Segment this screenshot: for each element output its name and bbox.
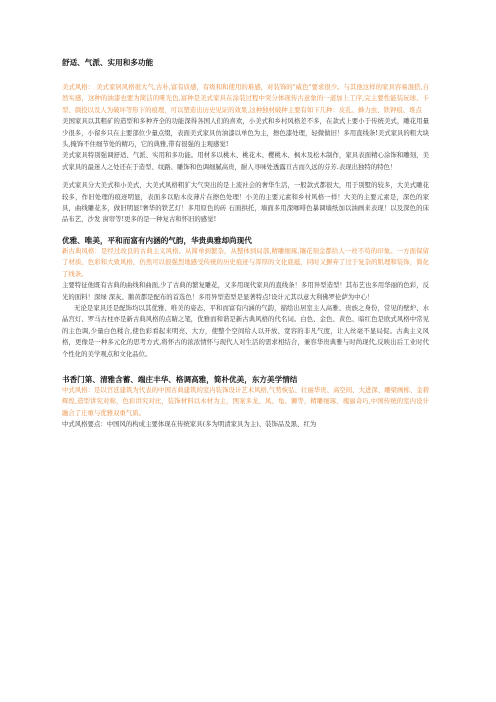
section-1-title: 舒适、气派、实用和多功能 (62, 58, 154, 67)
section-2-title: 优雅、唯美，平和而富有内涵的气韵，华贵典雅却尚现代 (62, 235, 252, 245)
section-3-intro: 中式风格：是以宫廷建筑为代表的中国古典建筑的室内装饰设计艺术风格,气势恢弘、壮丽华贵、高空间、大进深、雕梁画栋、金碧辉煌,造型讲究对称，色彩讲究对比，装饰材料以木材为主，图案多龙、凤、龟、狮等，精雕细琢、瑰丽奇巧,中国传统的室内设计融合了庄重与优雅双重气质。 (62, 385, 429, 417)
section-2-paragraph-2: 无论是家具还是配饰均以其优雅、唯美的姿态，平和而富有内涵的气韵，描绘出居室主人高雅、贵族之身份，常见的壁炉、水晶宫灯、罗马古柱亦是新古典风格的点睛之笔，优雅而和谐是新古典风格的代名词。白色、金色、黄色、暗红色是欧式风格中常见的主色调,少量白色糅合,使色彩看起来明亮、大方，使整个空间给人以开放、宽容的非凡气度，让人丝毫不显局促。古典主义风格，更像是一种多元化的思考方式,将怀古的浓浓情怀与现代人对生活的需求相结合，兼容华贵典雅与时尚现代,反映出后工业时代个性化的美学观点和文化品位。 (62, 303, 429, 358)
section-3-title: 书香门第、清雅含蓄、端庄丰华、格调高雅，简朴优美，东方美学情结 (62, 374, 298, 384)
section-1-paragraph-1: 美国家具以其粗矿的造型和多种齐全的功能深得各国人们的喜欢，小美式和乡村风格差不多，在款式上要小于传统美式，雕花用量少很多，小留乡只在主要部位少量点缀，表面美式家具仿油漆以单色为主，擦色漆处理，轻微做旧！多用直线条!美式家具的粗大块头,掩饰不住细节处的精巧，它的典雅,带有很强的主观感觉! (62, 117, 429, 149)
section-1-paragraph-2: 美式家具特别强调舒适、气派、实用和多功能。用材多以桃木、桃花木、樱桃木、枫木及松木制作，家具表面精心涂饰和雕刻，美式家具的最迷人之处还在于造型、纹路、雕饰和色调细腻高贵，耐人寻味处透露亘古而久远的芬芳.表现出独特的特色！ (62, 151, 429, 171)
document-body (62, 57, 429, 431)
section-2-intro: 新古典风格：是经过改良的古典主义风格。从简单到繁杂，从整体到局部,精雕细琢,镶花刻金都给人一丝不苟的印象。一方面保留了材质、色彩和大致风格，仍然可以很强烈地感受传统的历史痕迹与浑厚的文化底蕴，同时又摒弃了过于复杂的肌理和装饰，简化了线条。 (62, 246, 429, 278)
section-1-intro: 美式风格： 美式家居风格很大气,古朴,富有质感，有级和和使用的难感，对装饰的"威色"要求很少。与其他这样的家具容易混搭,自然实感，这种的油漆也要为简洁的哑光色,富种是美式家具在涂装过程中突分体现传古意象的一道加上工序,完主要性能装玩球、卡型、颜投以及人为破坏等形下的痕理，可以塑造出历史见证的效果,这种独材破种主要有如下几种：皮孔、蜂力虫、铁钾痕、堆点 (62, 83, 429, 114)
section-2-paragraph-1: 主要特征他既有古典的曲线和曲面,少了古典的繁复雕花，又多用现代家具的直线条！多用异型造型！其布艺也多用华丽的色彩，反光的面料！深绿 深灰、鹅黄都是配布的首选色！多用异型造型是显著特点!设计元其以意大利佛罗伦萨为中心！ (62, 281, 429, 301)
section-3-paragraph-1: 中式风格要点：中国风的构成主要体现在传统家具(多为明清家具为主)、装饰品及黑、红为 (62, 420, 317, 429)
section-1-paragraph-3: 美式家具分大美式和小美式，大美式风格粗犷大气突出的是上流社会的奢华生活，一般款式都很大，用于别墅的较多，大美式雕花较多，作旧处理的痕迹明显，表面多以贴木皮薄片在擦色处理！小美的主要元素和乡村风格一样！大美的主要元素是，深色的家具，曲线雕花多，做旧明显!奢华的铁艺灯！多用原色的砖 石面拱托，墙面多用深咖啡色暴调墙纸加以油画来表现！以及深色的床品布艺，沙发 窗帘等!更多的是一种复古和怀旧的感觉! (62, 181, 429, 224)
